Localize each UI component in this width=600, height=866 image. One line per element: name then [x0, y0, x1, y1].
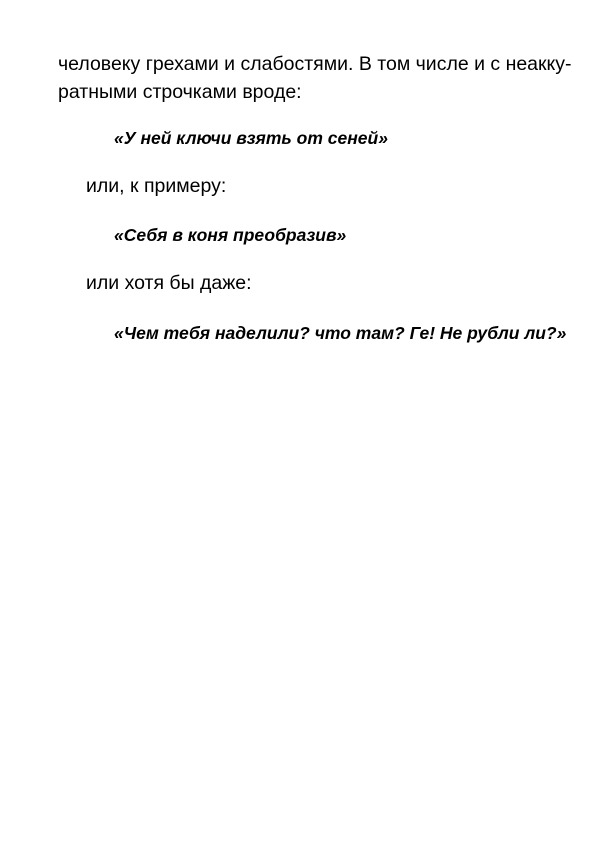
lead-in-line-2: или хотя бы даже: — [86, 272, 252, 294]
quote-3: «Чем тебя наделили? что там? Ге! Не рубли ли?» — [114, 323, 567, 343]
paragraph-line-1: человеку грехами и слабостями. В том числе и с неакку- — [58, 53, 572, 75]
quote-1: «У ней ключи взять от сеней» — [114, 128, 388, 148]
lead-in-line-1: или, к примеру: — [86, 175, 227, 197]
paragraph-line-2: ратными строчками вроде: — [58, 81, 302, 103]
quote-2: «Себя в коня преобразив» — [114, 225, 347, 245]
